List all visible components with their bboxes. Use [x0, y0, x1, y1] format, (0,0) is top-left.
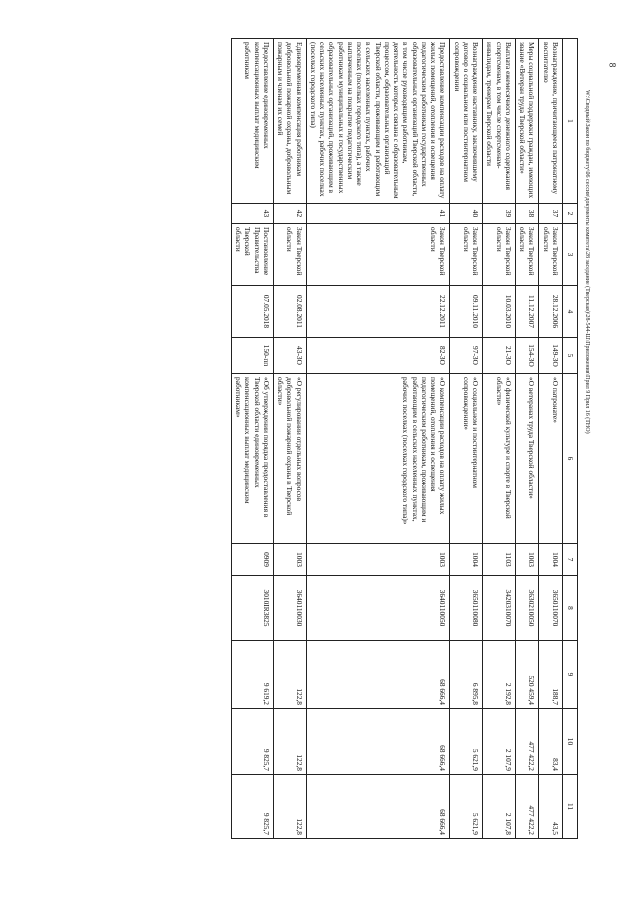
table-cell: Предоставление компенсации расходов на оплату жилых помещений, отопления и освещения педагогическим работникам государственных образовательных организаций Тверской области, в том числе руководящим работникам, деятельность которых связана с образовательным процессом, образовательных организаций Тверской области, проживающим и работающим в сельских населенных пунктах, рабочих поселках (поселках городского типа), а также выплаченным на покрытие педагогическим работникам муниципальных и государственных образовательных организаций, проживающим в сельских населенных пунктах, рабочих поселках (поселках городского типа) — [306, 39, 450, 204]
table-cell: «Об утверждении порядка предоставления в Тверской области единовременных компенсационных выплат медицинским работникам» — [232, 374, 274, 544]
table-cell: 82-ЗО — [306, 338, 450, 374]
table-cell: 3650110070 — [539, 576, 563, 641]
table-row — [483, 39, 516, 839]
table-cell: 2 107,8 — [483, 775, 516, 839]
table-cell: Выплата ежемесячного денежного содержания спортсменам, в том числе спортсменам-инвалидам, тренерам Тверской области — [483, 39, 516, 204]
column-header: 9 — [563, 641, 578, 709]
column-header: 7 — [563, 544, 578, 576]
table-row — [306, 39, 450, 839]
table-cell: 9 825,7 — [232, 775, 274, 839]
column-header: 2 — [563, 204, 578, 224]
table-cell: 1103 — [483, 544, 516, 576]
table-cell: 520 459,4 — [516, 641, 540, 709]
page-number: 8 — [607, 62, 618, 68]
column-header: 3 — [563, 224, 578, 286]
table-cell: Постановление Правительства Тверской области — [232, 224, 274, 286]
column-header: 11 — [563, 775, 578, 839]
table-cell: 43,5 — [539, 775, 563, 839]
table-cell: 39 — [483, 204, 516, 224]
table-cell: 122,8 — [274, 641, 307, 709]
table-cell: 83,4 — [539, 709, 563, 775]
table-cell: 22.12.2011 — [306, 286, 450, 338]
table-cell: 477 422,2 — [516, 775, 540, 839]
table-cell: 41 — [306, 204, 450, 224]
table-cell: 2 192,8 — [483, 641, 516, 709]
table-cell: 97-ЗО — [450, 338, 483, 374]
table-cell: 149-ЗО — [539, 338, 563, 374]
table-cell: «О компенсации расходов на оплату жилых помещений, отопления и освещения педагогическим работникам, проживающим и работающим в сельских населенных пунктах, рабочих поселках (поселках городского типа)» — [306, 374, 450, 544]
table-cell: «О ветеранах труда Тверской области» — [516, 374, 540, 544]
table-cell: 28.12.2006 — [539, 286, 563, 338]
table-cell: «О физической культуре и спорте в Тверской области» — [483, 374, 516, 544]
table-cell: 02.08.2011 — [274, 286, 307, 338]
table-cell: Закон Тверской области — [274, 224, 307, 286]
table-cell: 10.03.2010 — [483, 286, 516, 338]
table-cell: 5 621,9 — [450, 775, 483, 839]
table-cell: 0909 — [232, 544, 274, 576]
table-cell: 43-ЗО — [274, 338, 307, 374]
table-cell: 21-ЗО — [483, 338, 516, 374]
table-cell: 43 — [232, 204, 274, 224]
table-cell: 3630210050 — [516, 576, 540, 641]
table-cell: 3420310070 — [483, 576, 516, 641]
table-cell: 3010IR3825 — [232, 576, 274, 641]
table-cell: 5 621,9 — [450, 709, 483, 775]
table-cell: 3640110030 — [274, 576, 307, 641]
column-header: 8 — [563, 576, 578, 641]
table-cell: 68 666,4 — [306, 709, 450, 775]
table-cell: 1004 — [450, 544, 483, 576]
table-cell: 154-ЗО — [516, 338, 540, 374]
table-row — [539, 39, 563, 839]
table-cell: Закон Тверской области — [483, 224, 516, 286]
rotated-table-wrapper — [48, 38, 578, 838]
table-cell: Единовременная компенсация работникам добровольной пожарной охраны, добровольным пожарным и членам их семей — [274, 39, 307, 204]
column-header: 6 — [563, 374, 578, 544]
table-cell: 11.12.2007 — [516, 286, 540, 338]
table-cell: Вознаграждение наставнику, заключившему договор о социальном или постинтернатном сопровождении — [450, 39, 483, 204]
table-row — [450, 39, 483, 839]
table-cell: 150-пп — [232, 338, 274, 374]
table-row — [232, 39, 274, 839]
table-cell: 2 107,9 — [483, 709, 516, 775]
table-row — [274, 39, 307, 839]
table-cell: 122,8 — [274, 775, 307, 839]
table-cell: 07.05.2018 — [232, 286, 274, 338]
table-cell: Закон Тверской области — [306, 224, 450, 286]
table-cell: 1003 — [274, 544, 307, 576]
table-cell: 6 895,8 — [450, 641, 483, 709]
column-header: 5 — [563, 338, 578, 374]
column-header: 1 — [563, 39, 578, 204]
table-cell: 9 619,2 — [232, 641, 274, 709]
table-cell: 477 422,2 — [516, 709, 540, 775]
table-row — [516, 39, 540, 839]
table-cell: «О патронате» — [539, 374, 563, 544]
column-header: 4 — [563, 286, 578, 338]
table-cell: Закон Тверской области — [539, 224, 563, 286]
file-path-footer: W:\Сводный\Закон по бюджету\06 сессия\документы комитета\28 заседание (Тверская)\28-544-Ш\Приложения\Прил 9 Прил 16 (ТНО) — [584, 90, 590, 434]
table-cell: 37 — [539, 204, 563, 224]
table-cell: «О регулировании отдельных вопросов добровольной пожарной охраны в Тверской области» — [274, 374, 307, 544]
table-cell: 1004 — [539, 544, 563, 576]
table-cell: Вознаграждение, причитающееся патронатному воспитателю — [539, 39, 563, 204]
table-cell: 09.11.2010 — [450, 286, 483, 338]
table-cell: 42 — [274, 204, 307, 224]
table-cell: 38 — [516, 204, 540, 224]
column-header: 10 — [563, 709, 578, 775]
table-cell: «О социальном и постинтернатном сопровождении» — [450, 374, 483, 544]
table-cell: 1003 — [516, 544, 540, 576]
budget-table — [231, 38, 578, 839]
table-cell: 188,7 — [539, 641, 563, 709]
table-cell: Закон Тверской области — [516, 224, 540, 286]
table-cell: Предоставление единовременных компенсационных выплат медицинским работникам — [232, 39, 274, 204]
table-cell: 68 666,4 — [306, 641, 450, 709]
table-cell: 3650110080 — [450, 576, 483, 641]
table-cell: 3640110050 — [306, 576, 450, 641]
table-cell: 122,8 — [274, 709, 307, 775]
table-cell: Меры социальной поддержки граждан, имеющих звание «Ветеран труда Тверской области» — [516, 39, 540, 204]
table-cell: 1003 — [306, 544, 450, 576]
table-cell: 9 825,7 — [232, 709, 274, 775]
table-cell: 68 666,4 — [306, 775, 450, 839]
table-cell: 40 — [450, 204, 483, 224]
table-cell: Закон Тверской области — [450, 224, 483, 286]
